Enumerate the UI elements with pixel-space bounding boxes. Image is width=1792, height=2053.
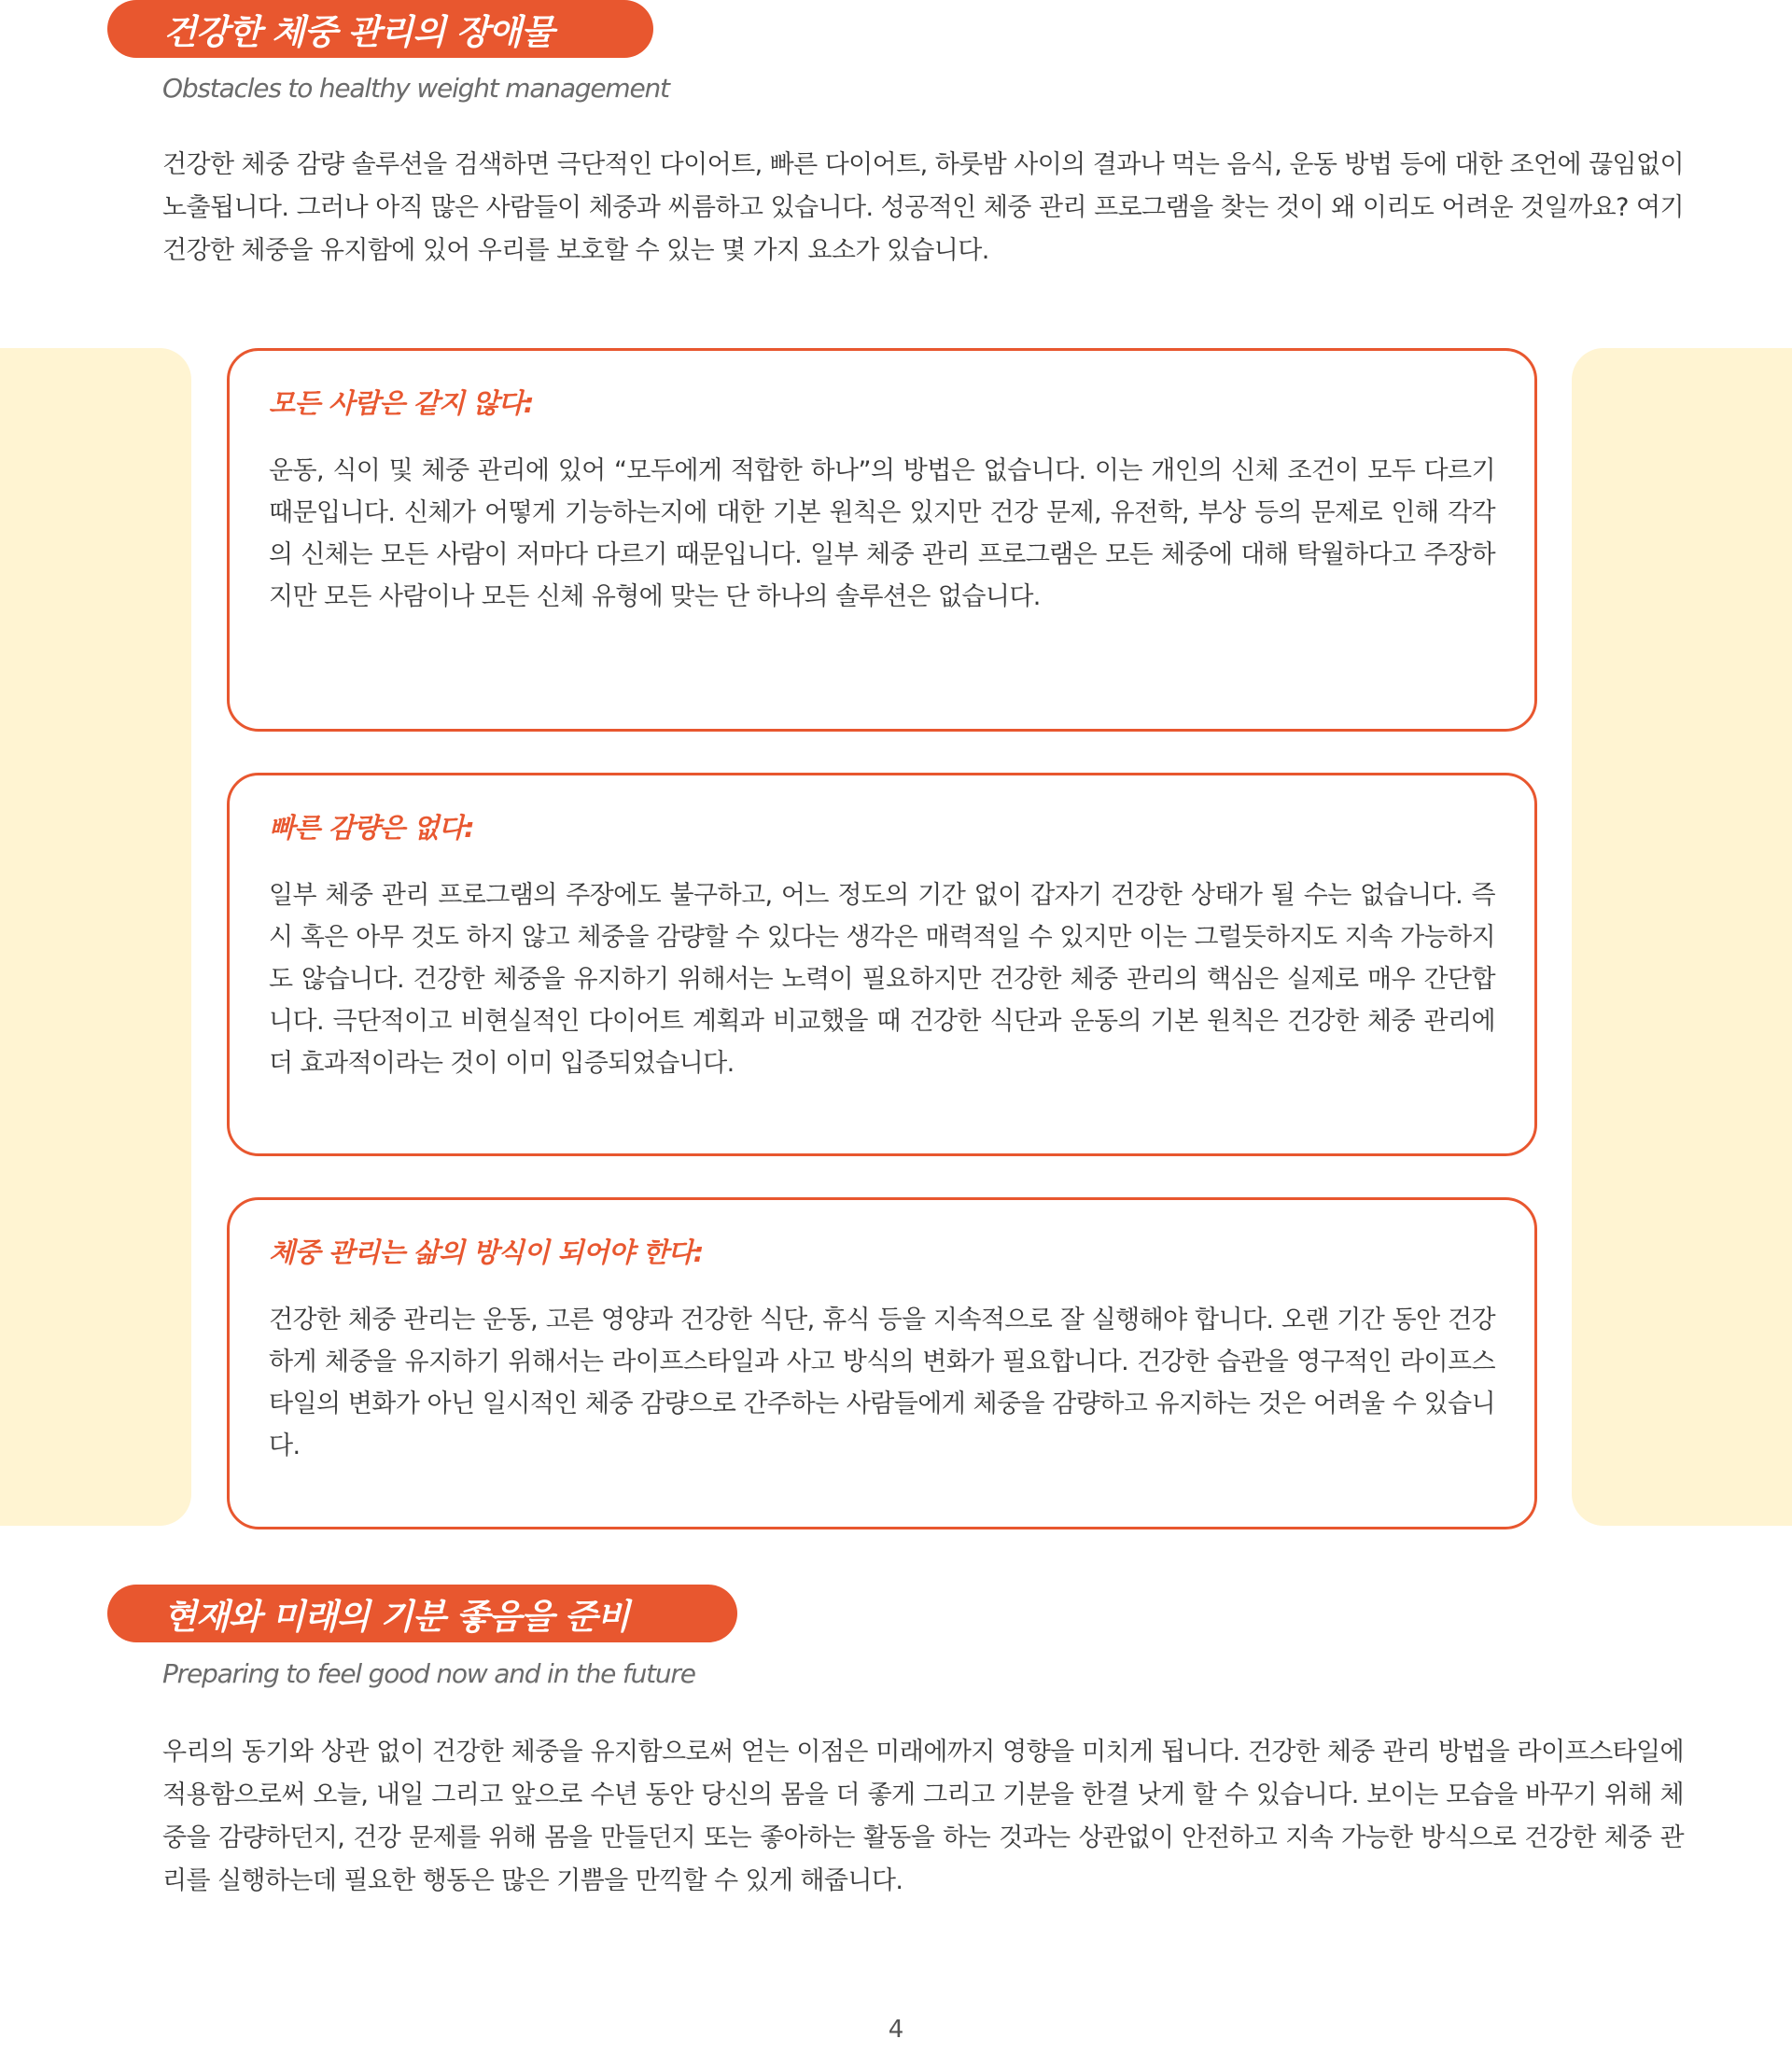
intro-paragraph: 건강한 체중 감량 솔루션을 검색하면 극단적인 다이어트, 빠른 다이어트, 하룻밤 사이의 결과나 먹는 음식, 운동 방법 등에 대한 조언에 끊임없이 노출됩니다. 그러나 아직 많은 사람들이 체중과 씨름하고 있습니다. 성공적인 체중 관리 프로그램을 찾는 것이 왜 이리도 어려운 것일까요? 여기 건강한 체중을 유지함에 있어 우리를 보호할 수 있는 몇 가지 요소가 있습니다. [162,150,1684,265]
card-lifestyle [227,1197,1537,1529]
card-body: 운동, 식이 및 체중 관리에 있어 “모두에게 적합한 하나”의 방법은 없습니다. 이는 개인의 신체 조건이 모두 다르기 때문입니다. 신체가 어떻게 기능하는지에 대한 기본 원칙은 있지만 건강 문제, 유전학, 부상 등의 문제로 인해 각각의 신체는 모든 사람이 저마다 다르기 때문입니다. 일부 체중 관리 프로그램은 모든 체중에 대해 탁월하다고 주장하지만 모든 사람이나 모든 신체 유형에 맞는 단 하나의 솔루션은 없습니다. [269,456,1495,611]
left-background-band [0,348,191,1526]
card-body: 일부 체중 관리 프로그램의 주장에도 불구하고, 어느 정도의 기간 없이 갑자기 건강한 상태가 될 수는 없습니다. 즉시 혹은 아무 것도 하지 않고 체중을 감량할 수 있다는 생각은 매력적일 수 있지만 이는 그럴듯하지도 지속 가능하지도 않습니다. 건강한 체중을 유지하기 위해서는 노력이 필요하지만 건강한 체중 관리의 핵심은 실제로 매우 간단합니다. 극단적이고 비현실적인 다이어트 계획과 비교했을 때 건강한 식단과 운동의 기본 원칙은 건강한 체중 관리에 더 효과적이라는 것이 이미 입증되었습니다. [269,881,1495,1078]
page-number: 4 [888,2016,904,2044]
right-background-band [1572,348,1792,1526]
card-title: 체중 관리는 삶의 방식이 되어야 한다: [269,1236,704,1268]
section-subtitle-preparing: Preparing to feel good now and in the future [162,1658,695,1689]
section-title-preparing: 현재와 미래의 기분 좋음을 준비 [107,1585,737,1642]
card-body: 건강한 체중 관리는 운동, 고른 영양과 건강한 식단, 휴식 등을 지속적으로 잘 실행해야 합니다. 오랜 기간 동안 건강하게 체중을 유지하기 위해서는 라이프스타일과 사고 방식의 변화가 필요합니다. 건강한 습관을 영구적인 라이프스타일의 변화가 아닌 일시적인 체중 감량으로 간주하는 사람들에게 체중을 감량하고 유지하는 것은 어려울 수 있습니다. [269,1306,1495,1460]
card-title: 빠른 감량은 없다: [269,812,474,844]
card-no-quick-loss [227,773,1537,1156]
closing-paragraph: 우리의 동기와 상관 없이 건강한 체중을 유지함으로써 얻는 이점은 미래에까지 영향을 미치게 됩니다. 건강한 체중 관리 방법을 라이프스타일에 적용함으로써 오늘, 내일 그리고 앞으로 수년 동안 당신의 몸을 더 좋게 그리고 기분을 한결 낫게 할 수 있습니다. 보이는 모습을 바꾸기 위해 체중을 감량하던지, 건강 문제를 위해 몸을 만들던지 또는 좋아하는 활동을 하는 것과는 상관없이 안전하고 지속 가능한 방식으로 건강한 체중 관리를 실행하는데 필요한 행동은 많은 기쁨을 만끽할 수 있게 해줍니다. [162,1738,1684,1895]
section-title-obstacles: 건강한 체중 관리의 장애물 [107,0,653,58]
card-not-everyone-same [227,348,1537,732]
section-subtitle-obstacles: Obstacles to healthy weight management [162,73,669,104]
card-title: 모든 사람은 같지 않다: [269,387,534,419]
